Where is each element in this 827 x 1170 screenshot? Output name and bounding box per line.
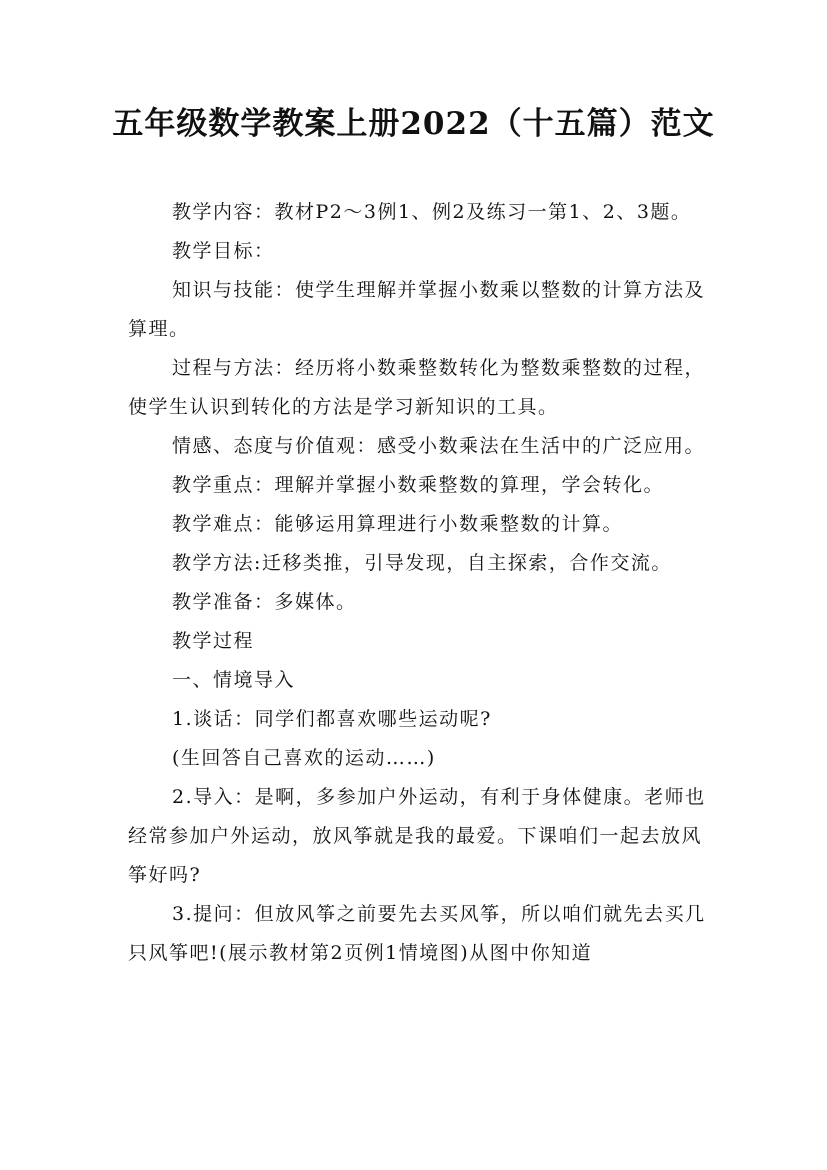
paragraph-teaching-goals: 教学目标： xyxy=(172,240,275,262)
paragraph-step-2: 2.导入：是啊，多参加户外运动，有利于身体健康。老师也经常参加户外运动，放风筝就是我的最爱。下课咱们一起去放风筝好吗? xyxy=(128,786,706,886)
paragraph-section-one: 一、情境导入 xyxy=(172,669,296,691)
paragraph-knowledge-skills: 知识与技能：使学生理解并掌握小数乘以整数的计算方法及算理。 xyxy=(128,279,706,340)
paragraph-preparation: 教学准备：多媒体。 xyxy=(172,591,357,613)
paragraph-key-points: 教学重点：理解并掌握小数乘整数的算理，学会转化。 xyxy=(172,474,665,496)
paragraph-process-methods: 过程与方法：经历将小数乘整数转化为整数乘整数的过程，使学生认识到转化的方法是学习新知识的工具。 xyxy=(128,357,706,418)
document-body xyxy=(128,193,714,973)
paragraph-difficulties: 教学难点：能够运用算理进行小数乘整数的计算。 xyxy=(172,513,624,535)
paragraph-teaching-content: 教学内容：教材P2～3例1、例2及练习一第1、2、3题。 xyxy=(172,201,692,223)
paragraph-teaching-process: 教学过程 xyxy=(172,630,255,652)
paragraph-step-3: 3.提问：但放风筝之前要先去买风筝，所以咱们就先去买几只风筝吧!(展示教材第2页例1情境图)从图中你知道 xyxy=(128,903,706,964)
paragraph-student-answer: (生回答自己喜欢的运动……) xyxy=(172,747,436,769)
document-title: 五年级数学教案上册2022（十五篇）范文 xyxy=(112,106,715,142)
paragraph-step-1: 1.谈话：同学们都喜欢哪些运动呢? xyxy=(172,708,492,730)
paragraph-teaching-methods: 教学方法:迁移类推，引导发现，自主探索，合作交流。 xyxy=(172,552,672,574)
paragraph-emotion-values: 情感、态度与价值观：感受小数乘法在生活中的广泛应用。 xyxy=(172,435,706,457)
